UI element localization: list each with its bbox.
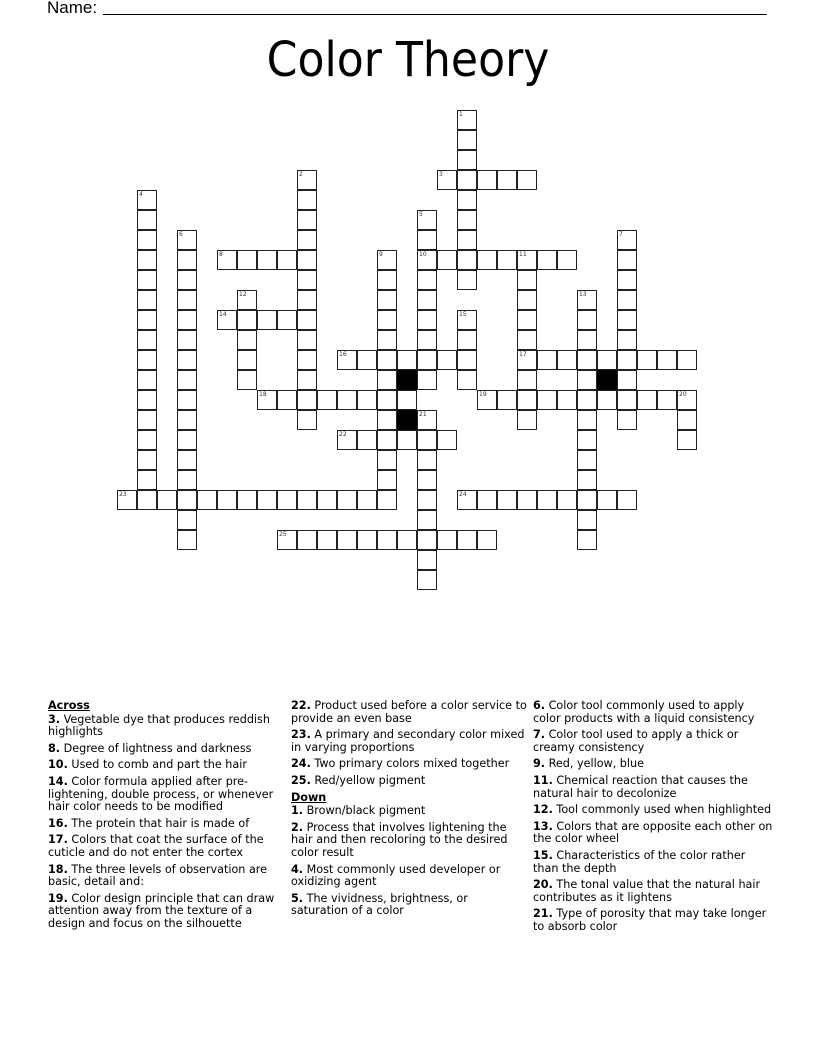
clue-number: 6: [179, 231, 183, 238]
clue-across-8: 8. Degree of lightness and darkness: [48, 741, 252, 755]
grid-cell[interactable]: [417, 410, 437, 430]
grid-cell[interactable]: [297, 490, 317, 510]
grid-cell[interactable]: [457, 130, 477, 150]
grid-cell[interactable]: [617, 310, 637, 330]
clue-down-1: 1. Brown/black pigment: [291, 804, 426, 818]
grid-cell[interactable]: [457, 230, 477, 250]
grid-cell[interactable]: [457, 250, 477, 270]
grid-cell[interactable]: [437, 430, 457, 450]
grid-cell[interactable]: [677, 410, 697, 430]
clue-number: 11: [519, 251, 527, 258]
clue-across-10: 10. Used to comb and part the hair: [48, 758, 247, 772]
clue-down-21: 21. Type of porosity that may take longer to absorb color: [533, 907, 767, 933]
grid-cell[interactable]: [597, 350, 617, 370]
grid-cell[interactable]: [237, 370, 257, 390]
grid-cell[interactable]: [177, 330, 197, 350]
clue-down-6: 6. Color tool commonly used to apply color products with a liquid consistency: [533, 699, 755, 725]
grid-cell[interactable]: [297, 290, 317, 310]
grid-cell[interactable]: [457, 210, 477, 230]
clue-number: 20: [679, 391, 687, 398]
grid-cell[interactable]: [577, 410, 597, 430]
grid-cell[interactable]: [297, 530, 317, 550]
grid-cell[interactable]: [137, 330, 157, 350]
grid-cell[interactable]: [437, 350, 457, 370]
grid-cell[interactable]: [537, 490, 557, 510]
grid-cell[interactable]: [137, 270, 157, 290]
grid-cell[interactable]: [377, 390, 397, 410]
grid-cell[interactable]: [357, 430, 377, 450]
grid-cell[interactable]: [517, 250, 537, 270]
clue-down-20: 20. The tonal value that the natural hair contributes as it lightens: [533, 878, 761, 904]
grid-cell[interactable]: [537, 390, 557, 410]
grid-cell[interactable]: [417, 570, 437, 590]
grid-cell[interactable]: [557, 390, 577, 410]
grid-cell[interactable]: [657, 390, 677, 410]
grid-cell[interactable]: [517, 270, 537, 290]
clue-down-13: 13. Colors that are opposite each other on the color wheel: [533, 819, 773, 846]
clue-number: 17: [519, 351, 527, 358]
grid-cell[interactable]: [417, 310, 437, 330]
grid-cell[interactable]: [137, 230, 157, 250]
grid-cell[interactable]: [477, 250, 497, 270]
grid-cell[interactable]: [177, 490, 197, 510]
grid-cell[interactable]: [617, 350, 637, 370]
clue-number: 2: [299, 171, 303, 178]
grid-cell[interactable]: [457, 150, 477, 170]
grid-cell[interactable]: [457, 330, 477, 350]
grid-cell[interactable]: [577, 350, 597, 370]
down-heading: Down: [291, 790, 327, 804]
grid-cell[interactable]: [317, 490, 337, 510]
grid-cell[interactable]: [517, 290, 537, 310]
grid-cell[interactable]: [377, 270, 397, 290]
grid-cell[interactable]: [317, 390, 337, 410]
grid-cell[interactable]: [457, 490, 477, 510]
grid-cell[interactable]: [457, 530, 477, 550]
grid-cell[interactable]: [677, 350, 697, 370]
grid-cell[interactable]: [297, 330, 317, 350]
clue-number: 25: [279, 531, 287, 538]
grid-cell[interactable]: [577, 370, 597, 390]
clue-across-22: 22. Product used before a color service to provide an even base: [291, 699, 527, 725]
clue-number: 21: [419, 411, 427, 418]
grid-cell[interactable]: [437, 170, 457, 190]
grid-cell[interactable]: [577, 330, 597, 350]
grid-cell[interactable]: [177, 290, 197, 310]
clue-number: 8: [219, 251, 223, 258]
grid-cell[interactable]: [617, 330, 637, 350]
grid-cell[interactable]: [297, 390, 317, 410]
grid-cell[interactable]: [417, 430, 437, 450]
grid-cell[interactable]: [537, 350, 557, 370]
grid-cell[interactable]: [437, 250, 457, 270]
grid-cell[interactable]: [237, 310, 257, 330]
clue-number: 3: [439, 171, 443, 178]
name-label: Name:: [47, 0, 98, 17]
grid-cell[interactable]: [517, 490, 537, 510]
grid-cell[interactable]: [377, 530, 397, 550]
clue-down-12: 12. Tool commonly used when highlighted: [533, 803, 772, 817]
grid-cell[interactable]: [497, 490, 517, 510]
grid-cell[interactable]: [177, 410, 197, 430]
grid-cell[interactable]: [237, 350, 257, 370]
grid-cell[interactable]: [617, 410, 637, 430]
grid-cell[interactable]: [137, 310, 157, 330]
clue-down-5: 5. The vividness, brightness, or saturation of a color: [291, 891, 468, 918]
grid-cell[interactable]: [177, 530, 197, 550]
clue-number: 9: [379, 251, 383, 258]
grid-cell[interactable]: [617, 270, 637, 290]
grid-cell[interactable]: [177, 310, 197, 330]
grid-cell[interactable]: [377, 490, 397, 510]
grid-cell[interactable]: [577, 510, 597, 530]
grid-cell[interactable]: [357, 530, 377, 550]
grid-cell[interactable]: [277, 390, 297, 410]
grid-cell[interactable]: [297, 350, 317, 370]
grid-cell[interactable]: [217, 490, 237, 510]
grid-cell[interactable]: [457, 170, 477, 190]
grid-cell[interactable]: [137, 350, 157, 370]
clues-column-3: [533, 700, 773, 938]
grid-cell[interactable]: [457, 270, 477, 290]
grid-cell[interactable]: [497, 250, 517, 270]
clue-down-11: 11. Chemical reaction that causes the natural hair to decolonize: [533, 773, 748, 800]
grid-cell[interactable]: [297, 250, 317, 270]
grid-cell[interactable]: [297, 410, 317, 430]
grid-cell[interactable]: [377, 370, 397, 390]
grid-cell[interactable]: [337, 490, 357, 510]
grid-cell[interactable]: [177, 390, 197, 410]
clue-number: 5: [419, 211, 423, 218]
grid-cell[interactable]: [297, 270, 317, 290]
clue-down-15: 15. Characteristics of the color rather than the depth: [533, 848, 746, 875]
page-title: Color Theory: [266, 32, 550, 88]
grid-cell[interactable]: [137, 190, 157, 210]
grid-cell[interactable]: [377, 310, 397, 330]
clue-number: 15: [459, 311, 467, 318]
clue-down-4: 4. Most commonly used developer or oxidizing agent: [291, 862, 501, 889]
grid-cell[interactable]: [577, 310, 597, 330]
grid-cell[interactable]: [517, 170, 537, 190]
clue-number: 10: [419, 251, 427, 258]
grid-cell[interactable]: [577, 450, 597, 470]
grid-cell[interactable]: [397, 350, 417, 370]
grid-cell[interactable]: [337, 430, 357, 450]
grid-cell[interactable]: [177, 350, 197, 370]
grid-cell[interactable]: [237, 250, 257, 270]
grid-cell[interactable]: [137, 210, 157, 230]
grid-cell[interactable]: [377, 430, 397, 450]
clue-number: 16: [339, 351, 347, 358]
grid-cell[interactable]: [137, 430, 157, 450]
grid-cell[interactable]: [637, 350, 657, 370]
grid-cell[interactable]: [417, 510, 437, 530]
grid-cell[interactable]: [137, 410, 157, 430]
clue-number: 14: [219, 311, 227, 318]
grid-cell[interactable]: [617, 490, 637, 510]
clue-number: 24: [459, 491, 467, 498]
grid-cell[interactable]: [177, 370, 197, 390]
grid-cell[interactable]: [497, 170, 517, 190]
grid-cell[interactable]: [517, 410, 537, 430]
grid-cell[interactable]: [477, 390, 497, 410]
grid-cell[interactable]: [517, 310, 537, 330]
grid-cell[interactable]: [377, 290, 397, 310]
grid-cell[interactable]: [417, 370, 437, 390]
grid-cell[interactable]: [417, 250, 437, 270]
clue-across-3: 3. Vegetable dye that produces reddish highlights: [48, 712, 270, 739]
grid-cell[interactable]: [417, 450, 437, 470]
clue-across-18: 18. The three levels of observation are basic, detail and:: [48, 862, 268, 889]
grid-cell[interactable]: [177, 270, 197, 290]
grid-cell[interactable]: [137, 290, 157, 310]
grid-cell[interactable]: [457, 310, 477, 330]
clue-across-19: 19. Color design principle that can draw attention away from the texture of a design and focus on the silhouette: [48, 891, 275, 930]
grid-cell[interactable]: [557, 250, 577, 270]
grid-cell[interactable]: [457, 350, 477, 370]
grid-cell[interactable]: [297, 310, 317, 330]
grid-cell[interactable]: [297, 210, 317, 230]
grid-cell[interactable]: [377, 250, 397, 270]
clue-down-9: 9. Red, yellow, blue: [533, 757, 644, 771]
grid-cell[interactable]: [157, 490, 177, 510]
grid-cell[interactable]: [217, 310, 237, 330]
grid-cell[interactable]: [417, 470, 437, 490]
grid-cell[interactable]: [457, 110, 477, 130]
grid-cell[interactable]: [417, 330, 437, 350]
grid-cell[interactable]: [617, 250, 637, 270]
clue-across-16: 16. The protein that hair is made of: [48, 816, 250, 830]
grid-cell[interactable]: [517, 390, 537, 410]
grid-cell[interactable]: [337, 390, 357, 410]
grid-cell[interactable]: [417, 230, 437, 250]
clue-across-25: 25. Red/yellow pigment: [291, 773, 426, 787]
clue-across-14: 14. Color formula applied after pre-lightening, double process, or whenever hair color needs to be modified: [48, 774, 274, 814]
grid-cell[interactable]: [577, 290, 597, 310]
grid-cell[interactable]: [137, 390, 157, 410]
grid-cell[interactable]: [337, 530, 357, 550]
clue-across-23: 23. A primary and secondary color mixed in varying proportions: [291, 728, 525, 754]
grid-cell[interactable]: [577, 490, 597, 510]
grid-cell[interactable]: [477, 170, 497, 190]
clue-number: 23: [119, 491, 127, 498]
black-square: [397, 410, 417, 430]
grid-cell[interactable]: [677, 430, 697, 450]
grid-cell[interactable]: [657, 350, 677, 370]
black-square: [397, 370, 417, 390]
grid-cell[interactable]: [117, 490, 137, 510]
grid-cell[interactable]: [517, 330, 537, 350]
grid-cell[interactable]: [517, 370, 537, 390]
grid-cell[interactable]: [277, 250, 297, 270]
grid-cell[interactable]: [237, 490, 257, 510]
grid-cell[interactable]: [417, 290, 437, 310]
grid-cell[interactable]: [277, 530, 297, 550]
grid-cell[interactable]: [237, 290, 257, 310]
grid-cell[interactable]: [617, 370, 637, 390]
grid-cell[interactable]: [257, 390, 277, 410]
clue-number: 1: [459, 111, 463, 118]
grid-cell[interactable]: [197, 490, 217, 510]
grid-cell[interactable]: [377, 450, 397, 470]
grid-cell[interactable]: [417, 530, 437, 550]
grid-cell[interactable]: [357, 390, 377, 410]
grid-cell[interactable]: [137, 470, 157, 490]
grid-cell[interactable]: [297, 230, 317, 250]
grid-cell[interactable]: [177, 470, 197, 490]
grid-cell[interactable]: [137, 450, 157, 470]
grid-cell[interactable]: [517, 350, 537, 370]
clue-down-7: 7. Color tool used to apply a thick or creamy consistency: [533, 728, 739, 754]
grid-cell[interactable]: [617, 230, 637, 250]
grid-cell[interactable]: [477, 530, 497, 550]
grid-cell[interactable]: [257, 310, 277, 330]
across-heading: Across: [48, 699, 90, 712]
grid-cell[interactable]: [177, 510, 197, 530]
grid-cell[interactable]: [137, 370, 157, 390]
clue-number: 22: [339, 431, 347, 438]
grid-cell[interactable]: [637, 390, 657, 410]
grid-cell[interactable]: [237, 330, 257, 350]
grid-cell[interactable]: [377, 330, 397, 350]
clue-number: 18: [259, 391, 267, 398]
grid-cell[interactable]: [617, 290, 637, 310]
grid-cell[interactable]: [457, 370, 477, 390]
grid-cell[interactable]: [577, 430, 597, 450]
grid-cell[interactable]: [377, 470, 397, 490]
grid-cell[interactable]: [397, 390, 417, 410]
grid-cell[interactable]: [417, 550, 437, 570]
grid-cell[interactable]: [397, 530, 417, 550]
grid-cell[interactable]: [597, 390, 617, 410]
grid-cell[interactable]: [617, 390, 637, 410]
grid-cell[interactable]: [377, 350, 397, 370]
clues-column-2: [291, 700, 527, 922]
grid-cell[interactable]: [477, 490, 497, 510]
grid-cell[interactable]: [417, 490, 437, 510]
grid-cell[interactable]: [577, 470, 597, 490]
grid-cell[interactable]: [277, 490, 297, 510]
grid-cell[interactable]: [577, 390, 597, 410]
grid-cell[interactable]: [337, 350, 357, 370]
grid-cell[interactable]: [357, 490, 377, 510]
grid-cell[interactable]: [357, 350, 377, 370]
clue-number: 12: [239, 291, 247, 298]
grid-cell[interactable]: [437, 530, 457, 550]
clue-down-2: 2. Process that involves lightening the hair and then recoloring to the desired color result: [291, 820, 508, 859]
grid-cell[interactable]: [277, 310, 297, 330]
grid-cell[interactable]: [597, 490, 617, 510]
clue-number: 19: [479, 391, 487, 398]
clue-number: 13: [579, 291, 587, 298]
grid-cell[interactable]: [417, 210, 437, 230]
clue-across-24: 24. Two primary colors mixed together: [291, 757, 510, 771]
grid-cell[interactable]: [177, 430, 197, 450]
grid-cell[interactable]: [137, 490, 157, 510]
grid-cell[interactable]: [457, 190, 477, 210]
grid-cell[interactable]: [557, 490, 577, 510]
grid-cell[interactable]: [497, 390, 517, 410]
grid-cell[interactable]: [557, 350, 577, 370]
grid-cell[interactable]: [677, 390, 697, 410]
black-square: [597, 370, 617, 390]
grid-cell[interactable]: [257, 250, 277, 270]
grid-cell[interactable]: [397, 430, 417, 450]
grid-cell[interactable]: [317, 530, 337, 550]
grid-cell[interactable]: [177, 250, 197, 270]
grid-cell[interactable]: [177, 230, 197, 250]
grid-cell[interactable]: [417, 350, 437, 370]
grid-cell[interactable]: [297, 170, 317, 190]
clue-number: 4: [139, 191, 143, 198]
grid-cell[interactable]: [137, 250, 157, 270]
grid-cell[interactable]: [177, 450, 197, 470]
grid-cell[interactable]: [257, 490, 277, 510]
grid-cell[interactable]: [297, 370, 317, 390]
grid-cell[interactable]: [417, 270, 437, 290]
clue-number: 7: [619, 231, 623, 238]
grid-cell[interactable]: [217, 250, 237, 270]
grid-cell[interactable]: [577, 530, 597, 550]
clue-across-17: 17. Colors that coat the surface of the cuticle and do not enter the cortex: [48, 833, 264, 859]
grid-cell[interactable]: [297, 190, 317, 210]
clues-column-1: [48, 700, 284, 935]
grid-cell[interactable]: [537, 250, 557, 270]
grid-cell[interactable]: [377, 410, 397, 430]
